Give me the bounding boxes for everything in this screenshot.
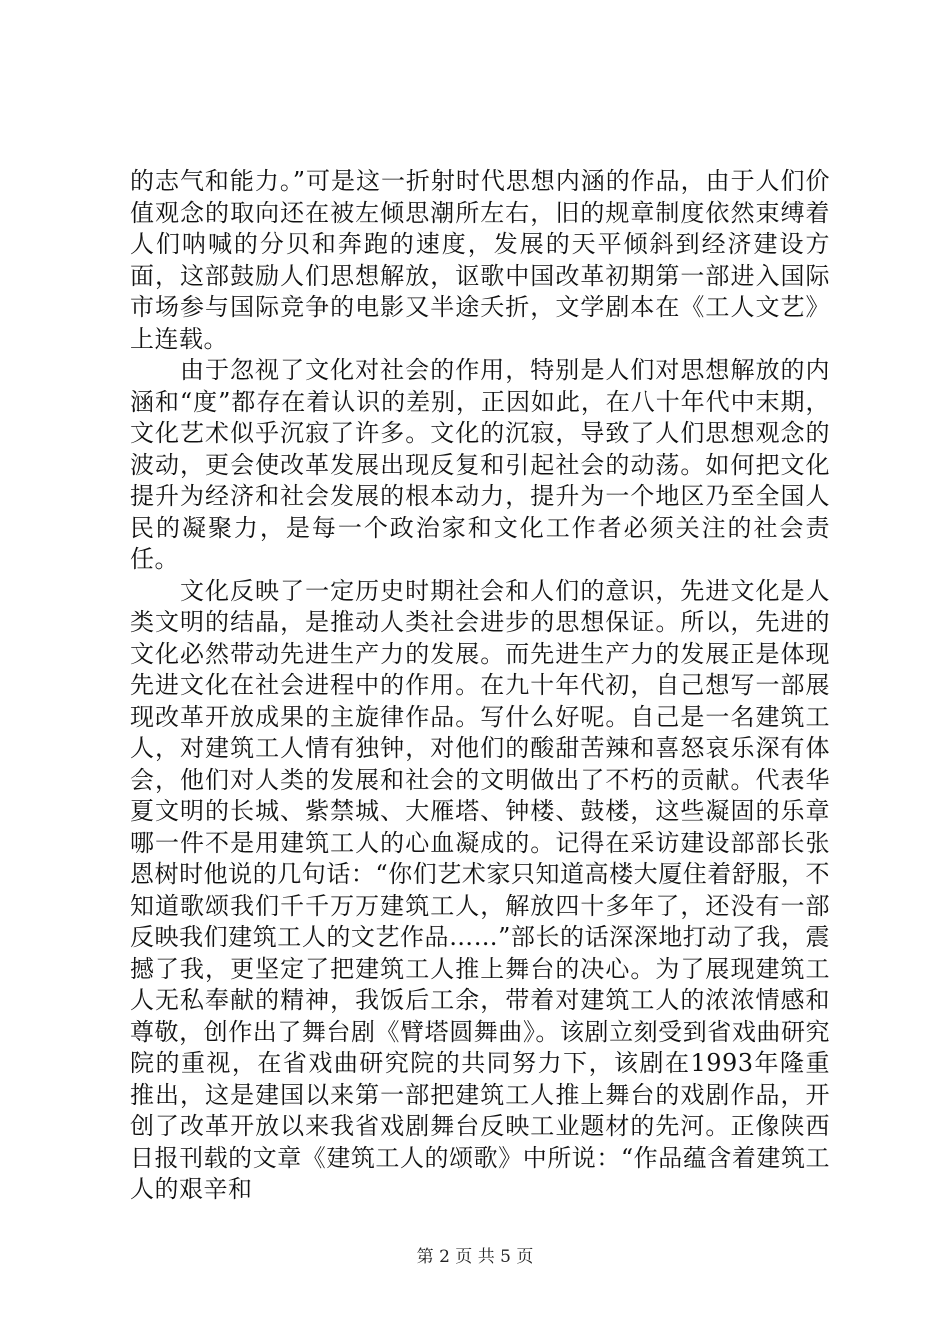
paragraph-2: 由于忽视了文化对社会的作用，特别是人们对思想解放的内涵和“度”都存在着认识的差别，正因如此，在八十年代中末期，文化艺术似乎沉寂了许多。文化的沉寂，导致了人们思想观念的波动，更会使改革发展出现反复和引起社会的动荡。如何把文化提升为经济和社会发展的根本动力，提升为一个地区乃至全国人民的凝聚力，是每一个政治家和文化工作者必须关注的社会责任。 [130,356,830,573]
paragraph-3: 文化反映了一定历史时期社会和人们的意识，先进文化是人类文明的结晶，是推动人类社会进步的思想保证。所以，先进的文化必然带动先进生产力的发展。而先进生产力的发展正是体现先进文化在社会进程中的作用。在九十年代初，自己想写一部展现改革开放成果的主旋律作品。写什么好呢。自己是一名建筑工人，对建筑工人情有独钟，对他们的酸甜苦辣和喜怒哀乐深有体会，他们对人类的发展和社会的文明做出了不朽的贡献。代表华夏文明的长城、紫禁城、大雁塔、钟楼、鼓楼，这些凝固的乐章哪一件不是用建筑工人的心血凝成的。记得在采访建设部部长张恩树时他说的几句话：“你们艺术家只知道高楼大厦住着舒服，不知道歌颂我们千千万万建筑工人，解放四十多年了，还没有一部反映我们建筑工人的文艺作品……”部长的话深深地打动了我，震撼了我，更坚定了把建筑工人推上舞台的决心。为了展现建筑工人无私奉献的精神，我饭后工余，带着对建筑工人的浓浓情感和尊敬，创作出了舞台剧《臂塔圆舞曲》。该剧立刻受到省戏曲研究院的重视，在省戏曲研究院的共同努力下，该剧在1993年隆重推出，这是建国以来第一部把建筑工人推上舞台的戏剧作品，开创了改革开放以来我省戏剧舞台反映工业题材的先河。正像陕西日报刊载的文章《建筑工人的颂歌》中所说：“作品蕴含着建筑工人的艰辛和 [130,576,830,1203]
page-number-footer: 第 2 页 共 5 页 [416,1247,534,1267]
paragraph-1: 的志气和能力。”可是这一折射时代思想内涵的作品，由于人们价值观念的取向还在被左倾思潮所左右，旧的规章制度依然束缚着人们呐喊的分贝和奔跑的速度，发展的天平倾斜到经济建设方面，这部鼓励人们思想解放，讴歌中国改革初期第一部进入国际市场参与国际竞争的电影又半途夭折，文学剧本在《工人文艺》上连载。 [130,167,830,353]
document-body [130,166,830,1206]
